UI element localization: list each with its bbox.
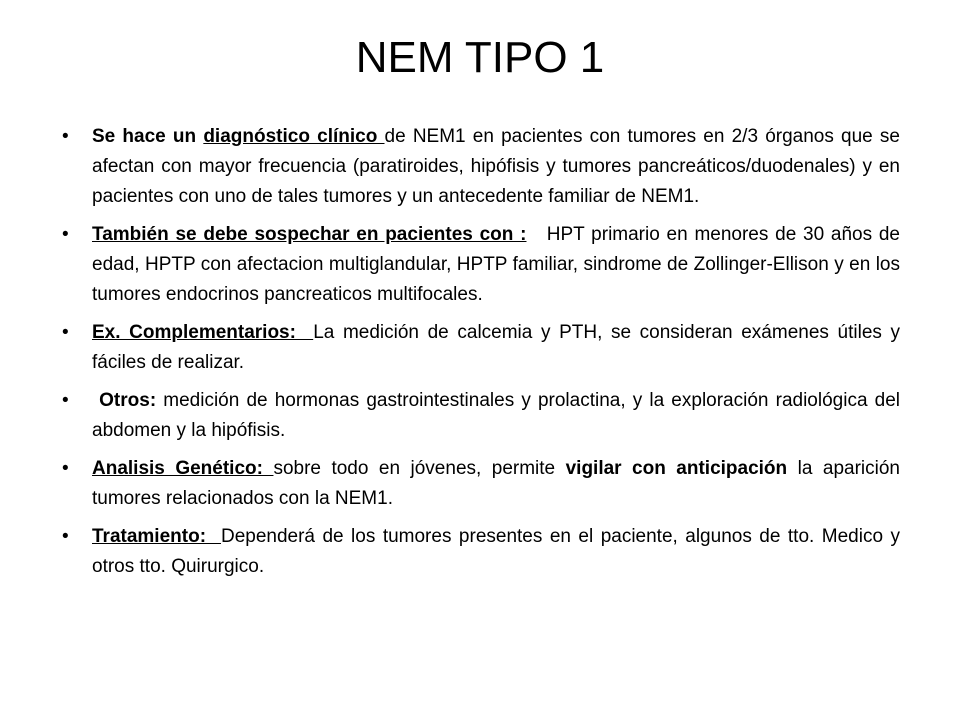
bullet-otros xyxy=(62,386,900,446)
bullet-text-bold-underlined: Ex. Complementarios: xyxy=(92,322,314,343)
bullet-text: sobre todo en jóvenes, permite xyxy=(273,458,566,479)
bullet-diagnostico xyxy=(62,122,900,212)
slide-title: NEM TIPO 1 xyxy=(355,33,605,82)
bullet-genetico xyxy=(62,454,900,514)
bullet-text: la aparición tumores relacionados con la NEM1. xyxy=(92,458,900,509)
bullet-text-bold-underlined: diagnóstico clínico xyxy=(203,126,385,147)
bullet-text: Dependerá de los tumores presentes en el paciente, algunos de tto. Medico y otros tto. Quirurgico. xyxy=(92,526,900,577)
bullet-text-bold-underlined: Tratamiento: xyxy=(92,526,221,547)
bullet-text-bold: Otros: xyxy=(92,390,157,411)
bullet-text: HPT primario en menores de 30 años de edad, HPTP con afectacion multiglandular, HPTP familiar, sindrome de Zollinger-Ellison y en los tumores endocrinos pancreaticos multifocales. xyxy=(92,224,906,305)
bullet-text-bold-underlined: Analisis Genético: xyxy=(92,458,274,479)
bullet-list xyxy=(62,122,906,590)
bullet-text: medición de hormonas gastrointestinales y prolactina, y la exploración radiológica del abdomen y la hipófisis. xyxy=(92,390,900,441)
bullet-sospecha xyxy=(62,220,906,310)
bullet-text-bold-underlined: También se debe sospechar en pacientes con : xyxy=(92,224,527,245)
bullet-text: La medición de calcemia y PTH, se consideran exámenes útiles y fáciles de realizar. xyxy=(92,322,901,373)
bullet-text: de NEM1 en pacientes con tumores en 2/3 órganos que se afectan con mayor frecuencia (paratiroides, hipófisis y tumores pancreáticos/duodenales) y en pacientes con uno de tales tumores y un antecedente familiar de NEM1. xyxy=(92,126,900,207)
bullet-text-bold: vigilar con anticipación xyxy=(565,458,788,479)
bullet-complementarios xyxy=(62,318,900,378)
bullet-tratamiento xyxy=(62,522,900,582)
bullet-text-bold: Se hace un xyxy=(92,126,204,147)
